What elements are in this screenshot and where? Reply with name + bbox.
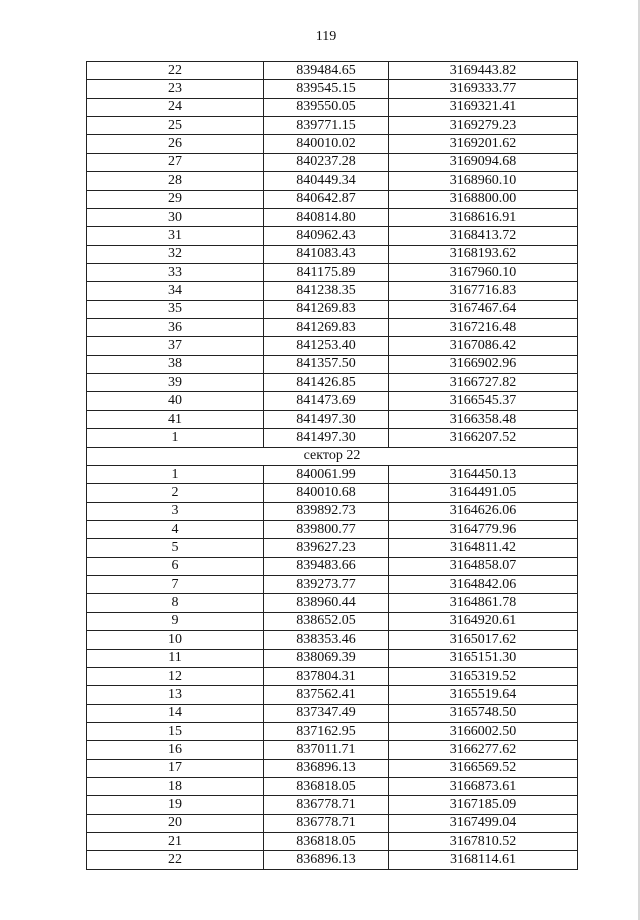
y-coordinate-cell: 3164626.06	[389, 502, 578, 520]
y-coordinate-cell: 3166545.37	[389, 392, 578, 410]
table-row	[87, 300, 578, 318]
x-coordinate-cell: 838069.39	[264, 649, 389, 667]
y-coordinate-cell: 3165151.30	[389, 649, 578, 667]
point-number-cell: 25	[87, 117, 264, 135]
x-coordinate-cell: 841238.35	[264, 282, 389, 300]
x-coordinate-cell: 839483.66	[264, 557, 389, 575]
x-coordinate-cell: 837162.95	[264, 722, 389, 740]
table-row	[87, 172, 578, 190]
point-number-cell: 26	[87, 135, 264, 153]
table-row	[87, 282, 578, 300]
y-coordinate-cell: 3164920.61	[389, 612, 578, 630]
table-row	[87, 833, 578, 851]
point-number-cell: 7	[87, 576, 264, 594]
x-coordinate-cell: 838353.46	[264, 631, 389, 649]
y-coordinate-cell: 3166727.82	[389, 374, 578, 392]
point-number-cell: 4	[87, 520, 264, 538]
table-row	[87, 319, 578, 337]
table-row	[87, 80, 578, 98]
x-coordinate-cell: 839273.77	[264, 576, 389, 594]
table-row	[87, 759, 578, 777]
point-number-cell: 19	[87, 796, 264, 814]
x-coordinate-cell: 839545.15	[264, 80, 389, 98]
y-coordinate-cell: 3166002.50	[389, 722, 578, 740]
section-header-row	[87, 447, 578, 465]
table-row	[87, 484, 578, 502]
table-row	[87, 227, 578, 245]
table-row	[87, 153, 578, 171]
point-number-cell: 24	[87, 98, 264, 116]
x-coordinate-cell: 841253.40	[264, 337, 389, 355]
y-coordinate-cell: 3168193.62	[389, 245, 578, 263]
x-coordinate-cell: 839771.15	[264, 117, 389, 135]
y-coordinate-cell: 3165319.52	[389, 667, 578, 685]
table-row	[87, 686, 578, 704]
y-coordinate-cell: 3164861.78	[389, 594, 578, 612]
point-number-cell: 32	[87, 245, 264, 263]
point-number-cell: 22	[87, 62, 264, 80]
point-number-cell: 28	[87, 172, 264, 190]
point-number-cell: 17	[87, 759, 264, 777]
y-coordinate-cell: 3167810.52	[389, 833, 578, 851]
table-row	[87, 667, 578, 685]
y-coordinate-cell: 3164858.07	[389, 557, 578, 575]
table-row	[87, 557, 578, 575]
table-row	[87, 245, 578, 263]
coordinates-table	[86, 61, 578, 870]
x-coordinate-cell: 840010.02	[264, 135, 389, 153]
y-coordinate-cell: 3167467.64	[389, 300, 578, 318]
x-coordinate-cell: 841269.83	[264, 319, 389, 337]
point-number-cell: 14	[87, 704, 264, 722]
x-coordinate-cell: 840814.80	[264, 208, 389, 226]
point-number-cell: 20	[87, 814, 264, 832]
table-row	[87, 778, 578, 796]
table-row	[87, 263, 578, 281]
x-coordinate-cell: 836778.71	[264, 814, 389, 832]
point-number-cell: 36	[87, 319, 264, 337]
y-coordinate-cell: 3169201.62	[389, 135, 578, 153]
point-number-cell: 41	[87, 410, 264, 428]
table-row	[87, 631, 578, 649]
table-row	[87, 410, 578, 428]
table-row	[87, 374, 578, 392]
x-coordinate-cell: 836818.05	[264, 833, 389, 851]
point-number-cell: 39	[87, 374, 264, 392]
y-coordinate-cell: 3167499.04	[389, 814, 578, 832]
page-number: 119	[315, 29, 337, 44]
table-row	[87, 502, 578, 520]
table-row	[87, 429, 578, 447]
table-row	[87, 135, 578, 153]
y-coordinate-cell: 3168800.00	[389, 190, 578, 208]
y-coordinate-cell: 3167216.48	[389, 319, 578, 337]
x-coordinate-cell: 840449.34	[264, 172, 389, 190]
x-coordinate-cell: 841269.83	[264, 300, 389, 318]
x-coordinate-cell: 836896.13	[264, 759, 389, 777]
point-number-cell: 30	[87, 208, 264, 226]
y-coordinate-cell: 3164491.05	[389, 484, 578, 502]
y-coordinate-cell: 3166873.61	[389, 778, 578, 796]
y-coordinate-cell: 3167716.83	[389, 282, 578, 300]
point-number-cell: 22	[87, 851, 264, 869]
table-row	[87, 612, 578, 630]
x-coordinate-cell: 841473.69	[264, 392, 389, 410]
point-number-cell: 38	[87, 355, 264, 373]
x-coordinate-cell: 837347.49	[264, 704, 389, 722]
table-row	[87, 594, 578, 612]
table-row	[87, 576, 578, 594]
x-coordinate-cell: 837804.31	[264, 667, 389, 685]
x-coordinate-cell: 839550.05	[264, 98, 389, 116]
y-coordinate-cell: 3164811.42	[389, 539, 578, 557]
point-number-cell: 1	[87, 465, 264, 483]
table-row	[87, 704, 578, 722]
y-coordinate-cell: 3169094.68	[389, 153, 578, 171]
y-coordinate-cell: 3165748.50	[389, 704, 578, 722]
table-row	[87, 337, 578, 355]
x-coordinate-cell: 836818.05	[264, 778, 389, 796]
y-coordinate-cell: 3164450.13	[389, 465, 578, 483]
table-row	[87, 649, 578, 667]
x-coordinate-cell: 840010.68	[264, 484, 389, 502]
x-coordinate-cell: 837562.41	[264, 686, 389, 704]
y-coordinate-cell: 3166207.52	[389, 429, 578, 447]
point-number-cell: 16	[87, 741, 264, 759]
point-number-cell: 40	[87, 392, 264, 410]
x-coordinate-cell: 840237.28	[264, 153, 389, 171]
point-number-cell: 29	[87, 190, 264, 208]
x-coordinate-cell: 836896.13	[264, 851, 389, 869]
x-coordinate-cell: 840642.87	[264, 190, 389, 208]
point-number-cell: 5	[87, 539, 264, 557]
y-coordinate-cell: 3168413.72	[389, 227, 578, 245]
section-header: сектор 22	[87, 447, 578, 465]
x-coordinate-cell: 837011.71	[264, 741, 389, 759]
y-coordinate-cell: 3166358.48	[389, 410, 578, 428]
y-coordinate-cell: 3168114.61	[389, 851, 578, 869]
x-coordinate-cell: 841497.30	[264, 410, 389, 428]
table-row	[87, 741, 578, 759]
coordinates-table-body	[87, 62, 578, 870]
table-row	[87, 392, 578, 410]
point-number-cell: 27	[87, 153, 264, 171]
table-row	[87, 722, 578, 740]
x-coordinate-cell: 840061.99	[264, 465, 389, 483]
table-row	[87, 190, 578, 208]
x-coordinate-cell: 841083.43	[264, 245, 389, 263]
point-number-cell: 35	[87, 300, 264, 318]
point-number-cell: 18	[87, 778, 264, 796]
table-row	[87, 62, 578, 80]
y-coordinate-cell: 3169333.77	[389, 80, 578, 98]
x-coordinate-cell: 839800.77	[264, 520, 389, 538]
x-coordinate-cell: 836778.71	[264, 796, 389, 814]
point-number-cell: 34	[87, 282, 264, 300]
x-coordinate-cell: 841357.50	[264, 355, 389, 373]
point-number-cell: 12	[87, 667, 264, 685]
y-coordinate-cell: 3169443.82	[389, 62, 578, 80]
point-number-cell: 37	[87, 337, 264, 355]
y-coordinate-cell: 3168616.91	[389, 208, 578, 226]
point-number-cell: 8	[87, 594, 264, 612]
table-row	[87, 465, 578, 483]
table-row	[87, 355, 578, 373]
x-coordinate-cell: 841497.30	[264, 429, 389, 447]
x-coordinate-cell: 838652.05	[264, 612, 389, 630]
table-row	[87, 796, 578, 814]
point-number-cell: 9	[87, 612, 264, 630]
y-coordinate-cell: 3165519.64	[389, 686, 578, 704]
y-coordinate-cell: 3165017.62	[389, 631, 578, 649]
point-number-cell: 23	[87, 80, 264, 98]
x-coordinate-cell: 839627.23	[264, 539, 389, 557]
x-coordinate-cell: 841426.85	[264, 374, 389, 392]
y-coordinate-cell: 3169321.41	[389, 98, 578, 116]
point-number-cell: 1	[87, 429, 264, 447]
point-number-cell: 15	[87, 722, 264, 740]
x-coordinate-cell: 838960.44	[264, 594, 389, 612]
y-coordinate-cell: 3167086.42	[389, 337, 578, 355]
y-coordinate-cell: 3166277.62	[389, 741, 578, 759]
y-coordinate-cell: 3169279.23	[389, 117, 578, 135]
y-coordinate-cell: 3164842.06	[389, 576, 578, 594]
x-coordinate-cell: 839484.65	[264, 62, 389, 80]
y-coordinate-cell: 3164779.96	[389, 520, 578, 538]
point-number-cell: 10	[87, 631, 264, 649]
table-row	[87, 814, 578, 832]
point-number-cell: 6	[87, 557, 264, 575]
point-number-cell: 3	[87, 502, 264, 520]
y-coordinate-cell: 3167185.09	[389, 796, 578, 814]
x-coordinate-cell: 839892.73	[264, 502, 389, 520]
point-number-cell: 31	[87, 227, 264, 245]
table-row	[87, 851, 578, 869]
y-coordinate-cell: 3166569.52	[389, 759, 578, 777]
point-number-cell: 13	[87, 686, 264, 704]
table-row	[87, 208, 578, 226]
y-coordinate-cell: 3166902.96	[389, 355, 578, 373]
y-coordinate-cell: 3167960.10	[389, 263, 578, 281]
table-row	[87, 520, 578, 538]
table-row	[87, 539, 578, 557]
y-coordinate-cell: 3168960.10	[389, 172, 578, 190]
table-row	[87, 98, 578, 116]
point-number-cell: 33	[87, 263, 264, 281]
table-row	[87, 117, 578, 135]
point-number-cell: 11	[87, 649, 264, 667]
x-coordinate-cell: 840962.43	[264, 227, 389, 245]
point-number-cell: 2	[87, 484, 264, 502]
x-coordinate-cell: 841175.89	[264, 263, 389, 281]
point-number-cell: 21	[87, 833, 264, 851]
